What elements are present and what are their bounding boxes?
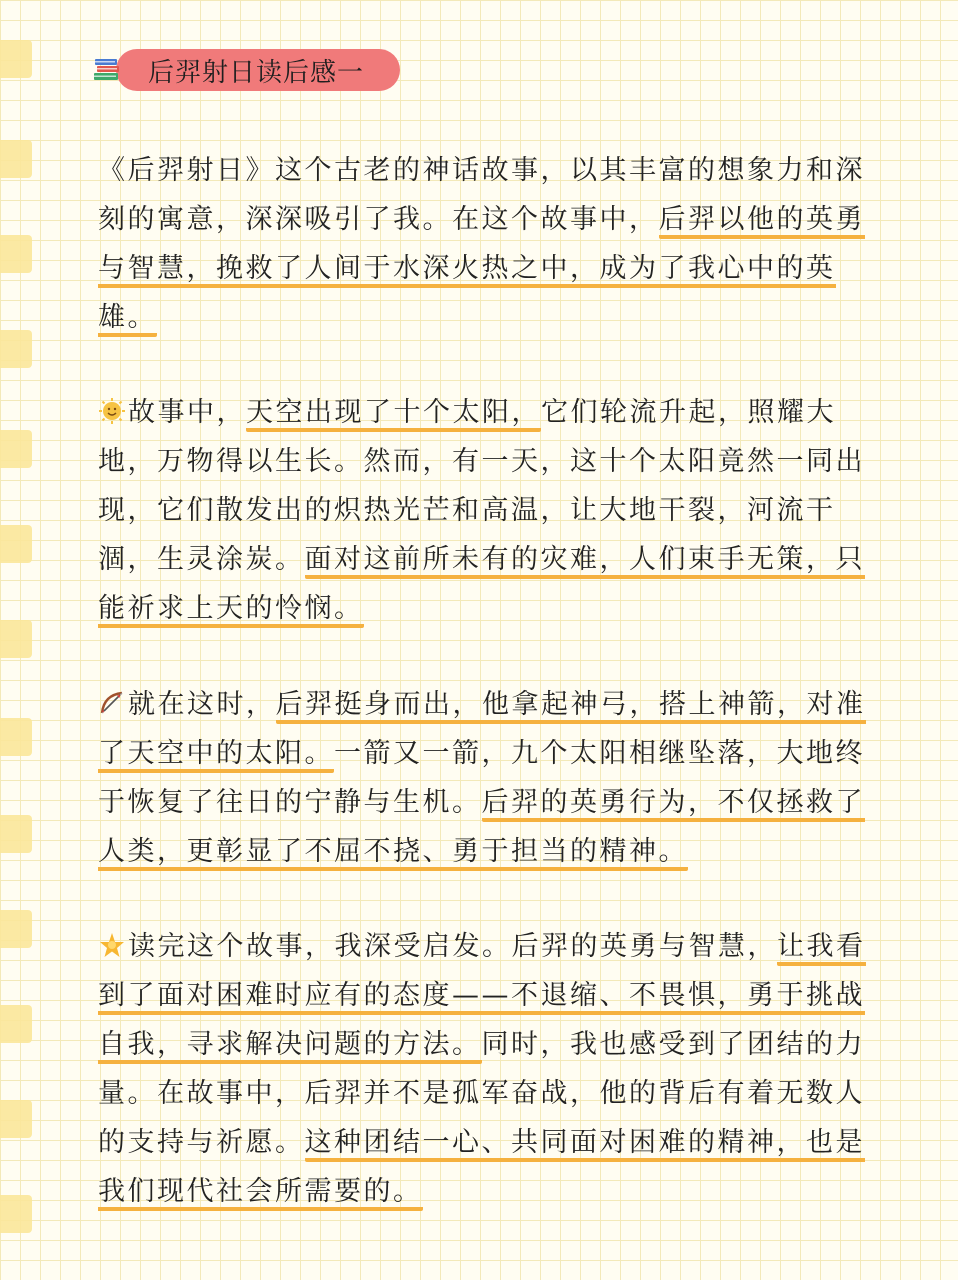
- notebook-tab: [0, 430, 32, 468]
- notebook-tab: [0, 910, 32, 948]
- paragraph-3: [98, 680, 888, 876]
- notebook-tab: [0, 40, 32, 78]
- notebook-tab: [0, 1100, 32, 1138]
- bow-arrow-icon: [98, 689, 126, 717]
- books-icon: [92, 55, 122, 85]
- highlighted-text: 天空出现了十个太阳，: [246, 397, 541, 432]
- highlighted-text: 后羿的英勇行为，不仅拯救了人类，更彰显了不屈不挠、勇于担当的精神。: [98, 787, 865, 871]
- paragraph-text: 故事中，: [128, 397, 246, 428]
- highlighted-text: 后羿挺身而出，他拿起神弓，搭上神箭，对准了天空中的太阳。: [98, 689, 866, 773]
- star-icon: [98, 931, 126, 959]
- paragraph-1: [98, 146, 888, 342]
- notebook-tab: [0, 140, 32, 178]
- highlighted-text: 面对这前所未有的灾难，人们束手无策，只能祈求上天的怜悯。: [98, 544, 865, 628]
- page-title: 后羿射日读后感一: [148, 57, 365, 88]
- paragraph-text: 《后羿射日》这个古老的神话故事，以其丰富的想象力和深刻的寓意，深深吸引了我。在这个故事中，: [98, 155, 865, 235]
- sun-smile-icon: [98, 397, 126, 425]
- paragraph-text: 同时，我也感受到了团结的力量。在故事中，后羿并不是孤军奋战，他的背后有着无数人的支持与祈愿。: [98, 1029, 865, 1158]
- notebook-tab: [0, 235, 32, 273]
- paragraph-4: [98, 922, 888, 1216]
- notebook-tab: [0, 525, 32, 563]
- notebook-tab: [0, 1195, 32, 1233]
- highlighted-text: 让我看到了面对困难时应有的态度——不退缩、不畏惧，勇于挑战自我，寻求解决问题的方法。: [98, 931, 866, 1064]
- highlighted-text: 后羿以他的英勇与智慧，挽救了人间于水深火热之中，成为了我心中的英雄。: [98, 204, 865, 337]
- notebook-tab: [0, 330, 32, 368]
- paragraph-text: 一箭又一箭，九个太阳相继坠落，大地终于恢复了往日的宁静与生机。: [98, 738, 865, 818]
- notebook-tab: [0, 815, 32, 853]
- paragraph-text: 读完这个故事，我深受启发。后羿的英勇与智慧，: [128, 931, 777, 962]
- title-pill: [116, 49, 400, 91]
- notebook-tab: [0, 620, 32, 658]
- notebook-tab: [0, 1005, 32, 1043]
- highlighted-text: 这种团结一心、共同面对困难的精神，也是我们现代社会所需要的。: [98, 1127, 865, 1211]
- notebook-tab: [0, 718, 32, 756]
- title-bar: [92, 48, 400, 92]
- notebook-tabs: [0, 0, 36, 1280]
- paragraph-2: [98, 388, 888, 633]
- paragraph-text: 就在这时，: [128, 689, 276, 720]
- paragraph-text: 它们轮流升起，照耀大地，万物得以生长。然而，有一天，这十个太阳竟然一同出现，它们散发出的炽热光芒和高温，让大地干裂，河流干涸，生灵涂炭。: [98, 397, 865, 575]
